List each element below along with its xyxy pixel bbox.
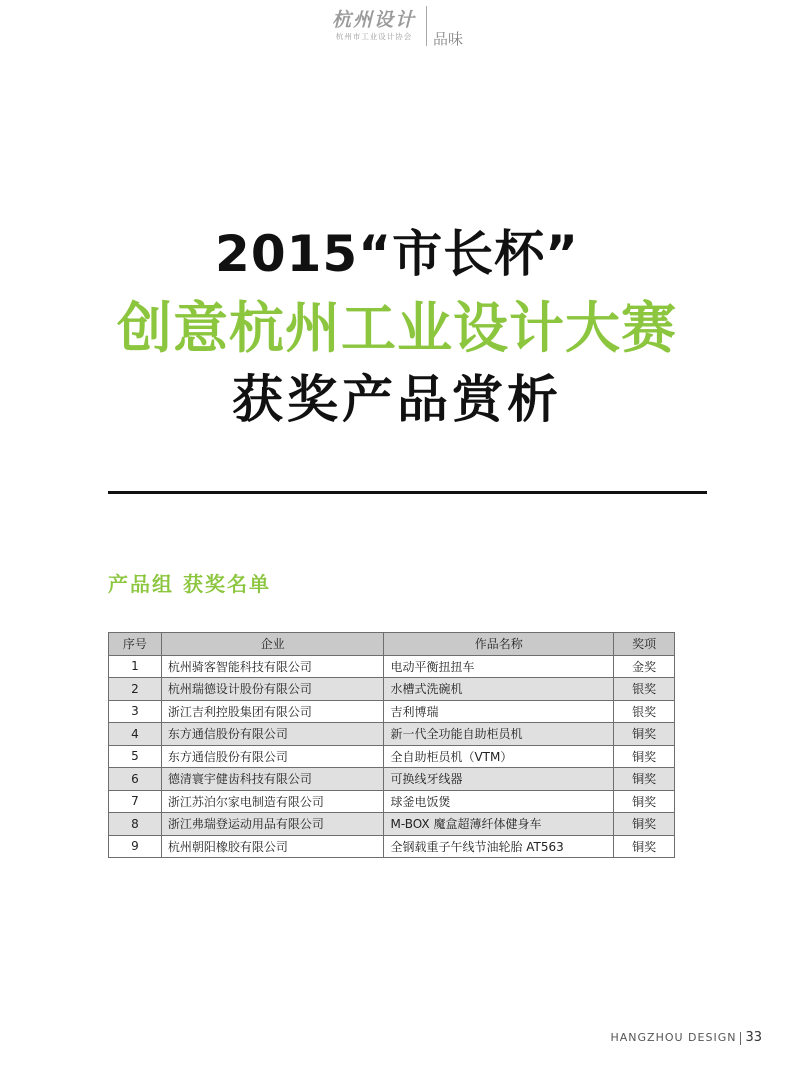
cell-award: 银奖	[614, 678, 675, 701]
cell-index: 3	[109, 700, 162, 723]
footer-divider	[740, 1032, 741, 1045]
cell-company: 杭州骑客智能科技有限公司	[161, 655, 384, 678]
table-row	[109, 835, 675, 858]
cell-index: 2	[109, 678, 162, 701]
header-index: 序号	[109, 633, 162, 656]
magazine-logo	[326, 8, 422, 42]
section-title: 产品组 获奖名单	[108, 572, 271, 596]
cell-award: 金奖	[614, 655, 675, 678]
cell-award: 铜奖	[614, 813, 675, 836]
cell-index: 1	[109, 655, 162, 678]
cell-company: 东方通信股份有限公司	[161, 723, 384, 746]
table-row	[109, 745, 675, 768]
cell-company: 东方通信股份有限公司	[161, 745, 384, 768]
cell-award: 铜奖	[614, 723, 675, 746]
cell-work: 电动平衡扭扭车	[384, 655, 614, 678]
cell-work: 可换线牙线器	[384, 768, 614, 791]
cell-award: 银奖	[614, 700, 675, 723]
table-row	[109, 678, 675, 701]
cell-company: 杭州瑞德设计股份有限公司	[161, 678, 384, 701]
cell-award: 铜奖	[614, 768, 675, 791]
cell-index: 4	[109, 723, 162, 746]
logo-script-text: 杭州设计	[331, 9, 416, 31]
award-table	[108, 632, 675, 858]
title-rule	[108, 491, 707, 494]
cell-company: 浙江苏泊尔家电制造有限公司	[161, 790, 384, 813]
cell-work: 球釜电饭煲	[384, 790, 614, 813]
cell-company: 杭州朝阳橡胶有限公司	[161, 835, 384, 858]
cell-work: 水槽式洗碗机	[384, 678, 614, 701]
header-company: 企业	[161, 633, 384, 656]
cell-index: 9	[109, 835, 162, 858]
table-row	[109, 655, 675, 678]
cell-index: 7	[109, 790, 162, 813]
cell-index: 5	[109, 745, 162, 768]
cell-work: 新一代全功能自助柜员机	[384, 723, 614, 746]
section-label: 品味	[433, 30, 464, 48]
cell-company: 德清寰宇健齿科技有限公司	[161, 768, 384, 791]
cell-company: 浙江弗瑞登运动用品有限公司	[161, 813, 384, 836]
magazine-name: HANGZHOU DESIGN	[610, 1031, 737, 1044]
page-footer	[610, 1030, 762, 1045]
title-line-2: 创意杭州工业设计大赛	[116, 296, 677, 360]
table-row	[109, 790, 675, 813]
cell-index: 6	[109, 768, 162, 791]
cell-work: 吉利博瑞	[384, 700, 614, 723]
cell-index: 8	[109, 813, 162, 836]
cell-award: 铜奖	[614, 790, 675, 813]
logo-subtitle: 杭州市工业设计协会	[335, 32, 413, 41]
table-header-row	[109, 633, 675, 656]
cell-award: 铜奖	[614, 835, 675, 858]
table-row	[109, 700, 675, 723]
cell-work: 全自助柜员机（VTM）	[384, 745, 614, 768]
title-line-3: 获奖产品赏析	[231, 371, 562, 430]
table-row	[109, 813, 675, 836]
header-divider	[426, 6, 427, 46]
header-award: 奖项	[614, 633, 675, 656]
cell-company: 浙江吉利控股集团有限公司	[161, 700, 384, 723]
cell-work: M-BOX 魔盒超薄纤体健身车	[384, 813, 614, 836]
cell-award: 铜奖	[614, 745, 675, 768]
page-number: 33	[745, 1030, 762, 1045]
table-row	[109, 768, 675, 791]
header-work: 作品名称	[384, 633, 614, 656]
table-row	[109, 723, 675, 746]
cell-work: 全钢载重子午线节油轮胎 AT563	[384, 835, 614, 858]
title-line-1: 2015“市长杯”	[215, 225, 579, 283]
